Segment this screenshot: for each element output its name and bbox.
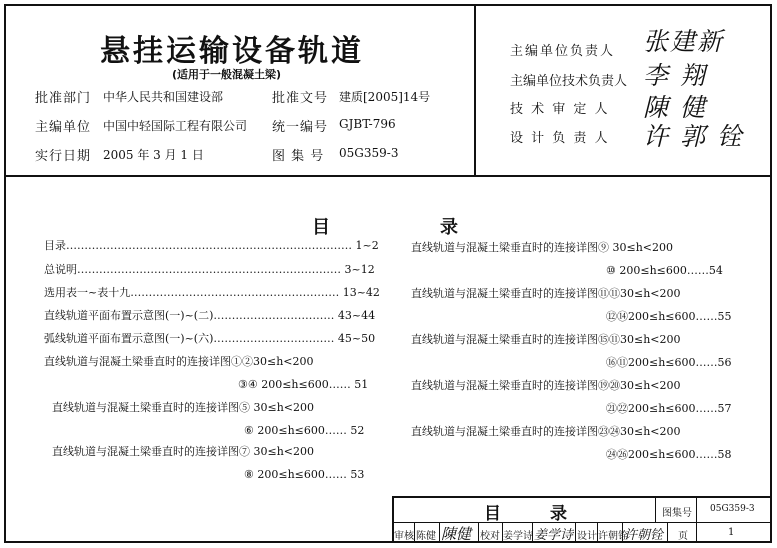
responsible-role: 主编单位负责人 xyxy=(510,44,616,59)
page-subtitle: (适用于一般混凝土梁) xyxy=(172,68,282,81)
page-value: 1 xyxy=(728,527,735,538)
toc-entry: 直线轨道与混凝土梁垂直时的连接详图⑤ 30≤h<200 xyxy=(52,401,315,414)
responsible-signature: 张建新 xyxy=(643,27,725,56)
responsible-role: 主编单位技术负责人 xyxy=(510,74,628,89)
toc-heading-left: 目 xyxy=(312,217,330,238)
approval-dept-value: 中华人民共和国建设部 xyxy=(103,90,224,104)
responsible-signature: 陳 健 xyxy=(643,93,707,122)
toc-entry: ⑩ 200≤h≤600……54 xyxy=(606,264,723,277)
toc-entry: 目录…………………………………………………………………… 1~2 xyxy=(44,239,379,252)
toc-entry: 弧线轨道平面布置示意图(一)~(六)…………………………… 45~50 xyxy=(44,332,376,345)
toc-entry: 直线轨道平面布置示意图(一)~(二)…………………………… 43~44 xyxy=(44,309,376,322)
toc-entry: 直线轨道与混凝土梁垂直时的连接详图⑮⑪30≤h<200 xyxy=(411,333,681,346)
toc-entry: ⑫⑭200≤h≤600……55 xyxy=(606,310,732,323)
approval-dept-label: 批准部门 xyxy=(35,91,92,106)
editor-unit-value: 中国中轻国际工程有限公司 xyxy=(103,119,248,133)
effective-date-value: 2005 年 3 月 1 日 xyxy=(103,148,204,162)
check-name: 姜学诗 xyxy=(503,531,533,542)
approval-doc-value: 建质[2005]14号 xyxy=(339,90,431,104)
review-label: 审核 xyxy=(394,531,414,542)
header-divider xyxy=(4,175,772,177)
check-label: 校对 xyxy=(480,531,500,542)
header-vertical-divider xyxy=(474,4,476,176)
atlas-no-value: 05G359-3 xyxy=(339,146,399,160)
toc-entry: 直线轨道与混凝土梁垂直时的连接详图⑦ 30≤h<200 xyxy=(52,445,315,458)
page-title: 悬挂运输设备轨道 xyxy=(100,34,364,69)
title-block-name-right: 录 xyxy=(550,504,567,524)
toc-entry: 直线轨道与混凝土梁垂直时的连接详图⑲⑳30≤h<200 xyxy=(411,379,681,392)
unified-no-value: GJBT-796 xyxy=(339,117,396,131)
page-label: 页 xyxy=(678,531,688,542)
responsible-signature: 许 郭 铨 xyxy=(643,122,744,151)
check-signature: 姜学诗 xyxy=(534,528,574,543)
review-signature: 陳健 xyxy=(441,525,472,543)
title-block-name-left: 目 xyxy=(484,504,501,524)
toc-entry: ㉑㉒200≤h≤600……57 xyxy=(606,402,732,415)
toc-entry: 直线轨道与混凝土梁垂直时的连接详图⑨ 30≤h<200 xyxy=(411,241,674,254)
toc-entry: ⑧ 200≤h≤600…… 53 xyxy=(244,468,365,481)
responsible-role: 设 计 负 责 人 xyxy=(510,131,610,146)
atlas-no-label: 图 集 号 xyxy=(272,149,325,164)
approval-doc-label: 批准文号 xyxy=(272,91,329,106)
toc-entry: ㉔㉖200≤h≤600……58 xyxy=(606,448,732,461)
design-name: 许朝铨 xyxy=(598,531,628,542)
title-block-atlas-value: 05G359-3 xyxy=(710,504,755,514)
unified-no-label: 统一编号 xyxy=(272,120,329,135)
responsible-role: 技 术 审 定 人 xyxy=(510,102,610,117)
toc-entry: ⑯⑪200≤h≤600……56 xyxy=(606,356,732,369)
effective-date-label: 实行日期 xyxy=(35,149,92,164)
design-signature: 许朝铨 xyxy=(624,528,664,543)
editor-unit-label: 主编单位 xyxy=(35,120,92,135)
review-name: 陈健 xyxy=(416,531,436,542)
toc-entry: 直线轨道与混凝土梁垂直时的连接详图⑪⑪30≤h<200 xyxy=(411,287,681,300)
toc-entry: 直线轨道与混凝土梁垂直时的连接详图①②30≤h<200 xyxy=(44,355,314,368)
responsible-signature: 李 翔 xyxy=(643,61,707,90)
toc-entry: 选用表一~表十九………………………………………………… 13~42 xyxy=(44,286,380,299)
toc-entry: ③④ 200≤h≤600…… 51 xyxy=(238,378,369,391)
toc-heading-right: 录 xyxy=(440,217,458,238)
toc-entry: 直线轨道与混凝土梁垂直时的连接详图㉓㉔30≤h<200 xyxy=(411,425,681,438)
title-block-atlas-label: 图集号 xyxy=(662,508,692,519)
title-block xyxy=(392,496,772,543)
toc-entry: 总说明……………………………………………………………… 3~12 xyxy=(44,263,375,276)
toc-entry: ⑥ 200≤h≤600…… 52 xyxy=(244,424,365,437)
design-label: 设计 xyxy=(577,531,597,542)
